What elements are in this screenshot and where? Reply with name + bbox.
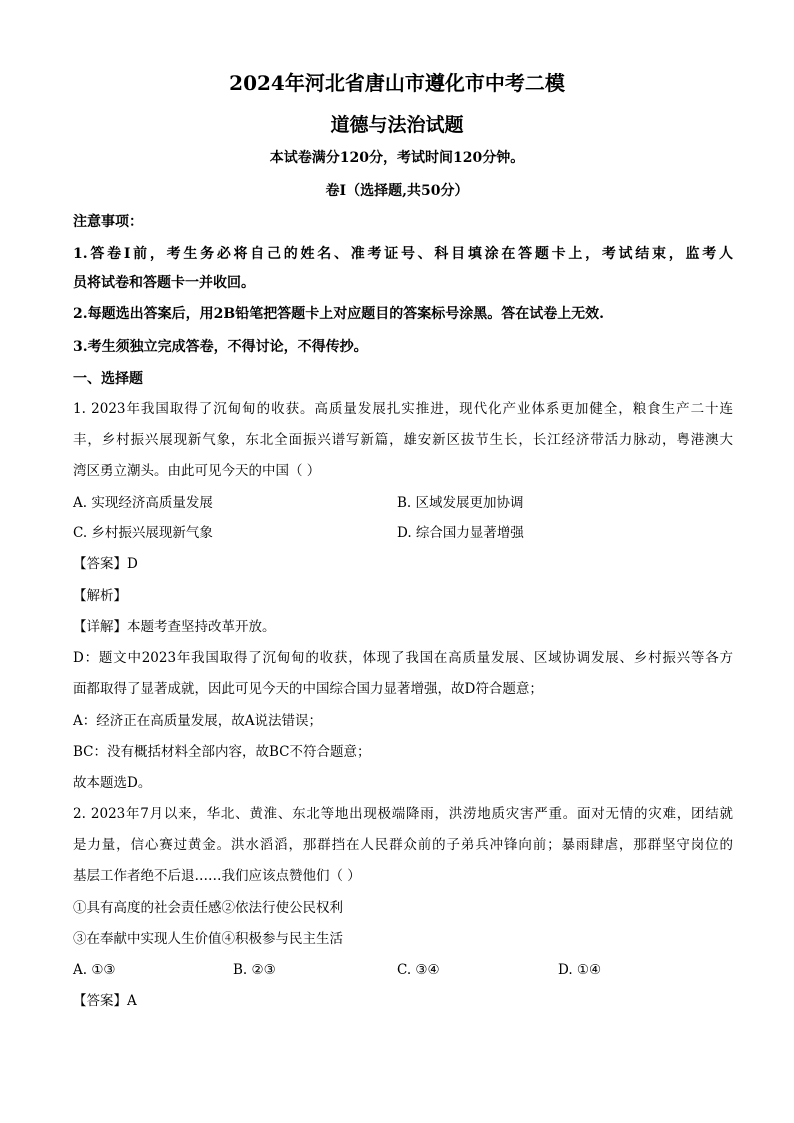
q2-option-c: C. ③④	[397, 962, 440, 978]
q2-option-d: D. ①④	[558, 962, 602, 978]
answer-label: 【答案】	[73, 556, 127, 572]
notice-item-1-line-2: 员将试卷和答题卡一并收回。	[73, 275, 255, 291]
q1-analysis-label: 【解析】	[73, 588, 127, 604]
notice-item-3: 3.考生须独立完成答卷，不得讨论，不得传抄。	[73, 339, 368, 355]
q1-option-d: D. 综合国力显著增强	[397, 525, 524, 541]
q2-stem-line-1: 2. 2023年7月以来，华北、黄淮、东北等地出现极端降雨，洪涝地质灾害严重。面对无情的灾难，团结就	[73, 806, 733, 822]
q1-stem-line-2: 丰，乡村振兴展现新气象，东北全面振兴谱写新篇，雄安新区拔节生长，长江经济带活力脉动，粤港澳大	[73, 432, 733, 448]
q1-option-b: B. 区域发展更加协调	[397, 495, 524, 511]
exam-title: 2024年河北省唐山市遵化市中考二模	[229, 71, 565, 95]
notice-item-1-line-1: 1.答卷Ⅰ前，考生务必将自己的姓名、准考证号、科目填涂在答题卡上，考试结束，监考人	[73, 246, 733, 262]
q1-option-a: A. 实现经济高质量发展	[73, 495, 213, 511]
answer-value: D	[127, 556, 138, 572]
volume-heading: 卷Ⅰ（选择题,共50分）	[325, 183, 469, 199]
q1-explanation-a: A：经济正在高质量发展，故A说法错误；	[73, 713, 322, 729]
answer-value: A	[127, 993, 137, 1009]
score-info: 本试卷满分120分，考试时间120分钟。	[269, 150, 525, 166]
q1-conclusion: 故本题选D。	[73, 775, 152, 791]
answer-label: 【答案】	[73, 993, 127, 1009]
q1-explanation-d-line-1: D：题文中2023年我国取得了沉甸甸的收获，体现了我国在高质量发展、区域协调发展、乡村振兴等各方	[73, 650, 733, 666]
q1-detail: 【详解】本题考查坚持改革开放。	[73, 619, 276, 635]
q2-answer	[73, 991, 733, 1011]
q2-option-a: A. ①③	[73, 962, 116, 978]
q1-explanation-bc: BC：没有概括材料全部内容，故BC不符合题意；	[73, 744, 371, 760]
notice-item-2: 2.每题选出答案后，用2B铅笔把答题卡上对应题目的答案标号涂黑。答在试卷上无效.	[73, 306, 605, 322]
q1-stem-line-3: 湾区勇立潮头。由此可见今天的中国（ ）	[73, 463, 321, 479]
q1-explanation-d-line-2: 面都取得了显著成就，因此可见今天的中国综合国力显著增强，故D符合题意；	[73, 681, 543, 697]
exam-subject: 道德与法治试题	[330, 114, 464, 136]
q2-stem-line-2: 是力量，信心赛过黄金。洪水滔滔，那群挡在人民群众前的子弟兵冲锋向前；暴雨肆虐，那群坚守岗位的	[73, 837, 733, 853]
notice-heading: 注意事项：	[73, 214, 143, 230]
q1-answer	[73, 554, 733, 574]
q2-statement-2: ③在奉献中实现人生价值④积极参与民主生活	[73, 931, 343, 947]
q2-option-b: B. ②③	[233, 962, 276, 978]
q1-stem-line-1: 1. 2023年我国取得了沉甸甸的收获。高质量发展扎实推进，现代化产业体系更加健全，粮食生产二十连	[73, 401, 733, 417]
q2-stem-line-3: 基层工作者绝不后退……我们应该点赞他们（ ）	[73, 868, 361, 884]
q1-option-c: C. 乡村振兴展现新气象	[73, 525, 213, 541]
q2-statement-1: ①具有高度的社会责任感②依法行使公民权利	[73, 900, 343, 916]
section-heading: 一、选择题	[73, 371, 143, 387]
